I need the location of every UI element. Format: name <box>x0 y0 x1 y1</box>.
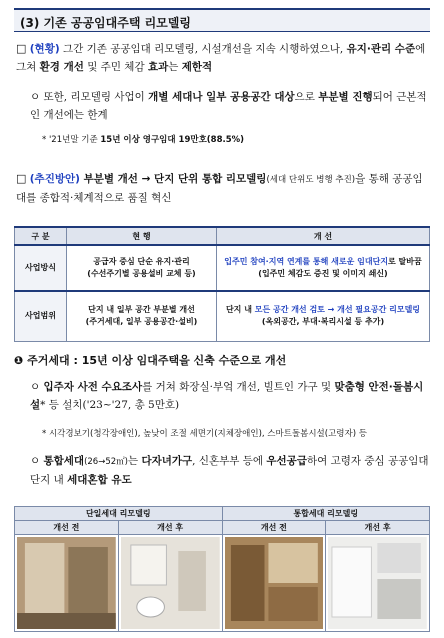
unit-before-photo <box>225 537 324 629</box>
text-span: 는 <box>168 61 182 73</box>
emphasis-text: 부분별 진행 <box>318 91 373 103</box>
photo-cell <box>15 535 119 632</box>
photo-row <box>15 535 430 632</box>
circle-bullet-icon: ㅇ <box>30 381 41 393</box>
photo-cell <box>118 535 222 632</box>
subsection-heading <box>14 352 286 368</box>
section-title: (3) 기존 공공임대주택 리모델링 <box>20 16 191 30</box>
numbered-circle-icon: ❶ <box>14 354 24 367</box>
emphasis-text: 환경 개선 <box>39 61 84 73</box>
cell-text <box>217 304 429 316</box>
footnote-statistic <box>42 134 430 146</box>
row-label: 사업범위 <box>15 291 67 341</box>
square-bullet-icon: □ <box>16 172 27 185</box>
table-header: 개 선 <box>217 227 430 245</box>
text-span: 그간 기존 공공임대 리모델링, 시설개선을 지속 시행하였으나, <box>59 43 347 55</box>
emphasis-text: 효과 <box>147 61 169 73</box>
row-label: 사업방식 <box>15 245 67 291</box>
footnote-facilities: * 시각경보기(청각장애인), 높낮이 조절 세면기(지체장애인), 스마트돌봄시설(고령자) 등 <box>42 429 367 439</box>
photo-group-header: 통합세대 리모델링 <box>222 507 430 521</box>
photo-cell <box>222 535 326 632</box>
subsection-heading-text: 주거세대 : 15년 이상 임대주택을 신축 수준으로 개선 <box>23 354 287 367</box>
section-title-bar <box>14 8 430 32</box>
photo-label: 개선 후 <box>326 521 430 535</box>
photo-label: 개선 전 <box>15 521 119 535</box>
square-bullet-icon: □ <box>16 42 27 55</box>
highlight-text: 모든 공간 개선 검토 → 개선 필요공간 리모델링 <box>254 305 421 315</box>
plan-paragraph <box>16 170 430 207</box>
text-span: 단지 내 <box>225 305 255 315</box>
emphasis-text: 부분별 개선 → 단지 단위 통합 리모델링 <box>79 173 267 185</box>
table-header: 현 행 <box>67 227 217 245</box>
text-span: 되어 근본적인 개선에는 한계 <box>30 91 427 121</box>
cell-text: 공급자 중심 단순 유지·관리 <box>93 257 190 266</box>
text-span: 또한, 리모델링 사업이 <box>40 91 149 103</box>
table-cell <box>217 291 430 341</box>
emphasis-text: 유지·관리 수준 <box>346 43 416 55</box>
current-tag: (현황) <box>29 43 60 55</box>
table-header: 구 분 <box>15 227 67 245</box>
text-span: 으로 <box>294 91 319 103</box>
photo-label: 개선 후 <box>118 521 222 535</box>
text-span: , 신혼부부 등에 <box>192 455 267 467</box>
emphasis-text: 다자녀가구 <box>141 455 193 467</box>
circle-bullet-icon: ㅇ <box>30 455 41 467</box>
cell-subtext: (옥외공간, 부대·복리시설 등 추가) <box>261 317 385 327</box>
text-span: 에 그쳐 <box>16 43 426 73</box>
emphasis-text: 세대혼합 유도 <box>67 474 132 486</box>
text-span: 하여 고령자 중심 공공임대 단지 내 <box>30 455 429 486</box>
emphasis-text: 제한적 <box>181 61 213 73</box>
table-cell <box>67 291 217 341</box>
text-span: 를 거쳐 화장실·부엌 개선, 빌트인 가구 및 <box>142 381 335 393</box>
text-span: 로 탈바꿈 <box>388 257 422 266</box>
current-status-paragraph <box>16 40 430 76</box>
comparison-table <box>14 226 430 342</box>
sub-point-survey <box>30 378 430 414</box>
sub-point-integrated-units <box>30 452 430 489</box>
cell-subtext: (입주민 체감도 증진 및 이미지 쇄신) <box>258 269 388 278</box>
text-span: * 등 설치('23~'27, 총 5만호) <box>40 399 180 411</box>
table-row <box>15 291 430 341</box>
emphasis-text: 입주자 사전 수요조사 <box>43 381 143 393</box>
asterisk: * <box>42 135 47 145</box>
emphasis-text: 통합세대 <box>43 455 85 467</box>
parenthetical-text: (세대 단위도 병행 추진) <box>266 175 356 185</box>
cell-text <box>217 256 429 268</box>
parenthetical-text: (26→52㎡) <box>84 457 128 467</box>
circle-bullet-icon: ㅇ <box>30 91 41 103</box>
photo-group-row <box>15 507 430 521</box>
remodeling-photo-table <box>14 506 430 632</box>
text-span: 을 통해 공공임대를 종합적·체계적으로 품질 혁신 <box>16 173 423 204</box>
plan-tag: (추진방안) <box>29 173 80 185</box>
photo-label-row <box>15 521 430 535</box>
table-header-row <box>15 227 430 245</box>
bathroom-after-photo <box>121 537 220 629</box>
emphasis-text: 개별 세대나 일부 공용공간 대상 <box>148 91 295 103</box>
emphasis-text: 15년 이상 영구임대 19만호(88.5%) <box>100 135 245 145</box>
table-cell <box>67 245 217 291</box>
unit-after-photo <box>328 537 427 629</box>
bathroom-before-photo <box>17 537 116 629</box>
emphasis-text: 맞춤형 안전·돌봄시설 <box>30 381 424 411</box>
sub-point-limitations <box>30 88 430 124</box>
photo-group-header: 단일세대 리모델링 <box>15 507 223 521</box>
text-span: 및 주민 체감 <box>83 61 148 73</box>
photo-label: 개선 전 <box>222 521 326 535</box>
cell-subtext: (주거세대, 일부 공용공간·설비) <box>85 317 198 327</box>
text-span: '21년말 기준 <box>46 135 101 145</box>
table-row <box>15 245 430 291</box>
photo-cell <box>326 535 430 632</box>
cell-text: 단지 내 일부 공간 부분별 개선 <box>88 305 195 315</box>
highlight-text: 입주민 참여·지역 연계를 통해 새로운 임대단지 <box>224 257 389 266</box>
cell-subtext: (수선주기별 공용설비 교체 등) <box>87 269 196 278</box>
table-cell <box>217 245 430 291</box>
emphasis-text: 우선공급 <box>266 455 307 467</box>
text-span: 는 <box>127 455 142 467</box>
